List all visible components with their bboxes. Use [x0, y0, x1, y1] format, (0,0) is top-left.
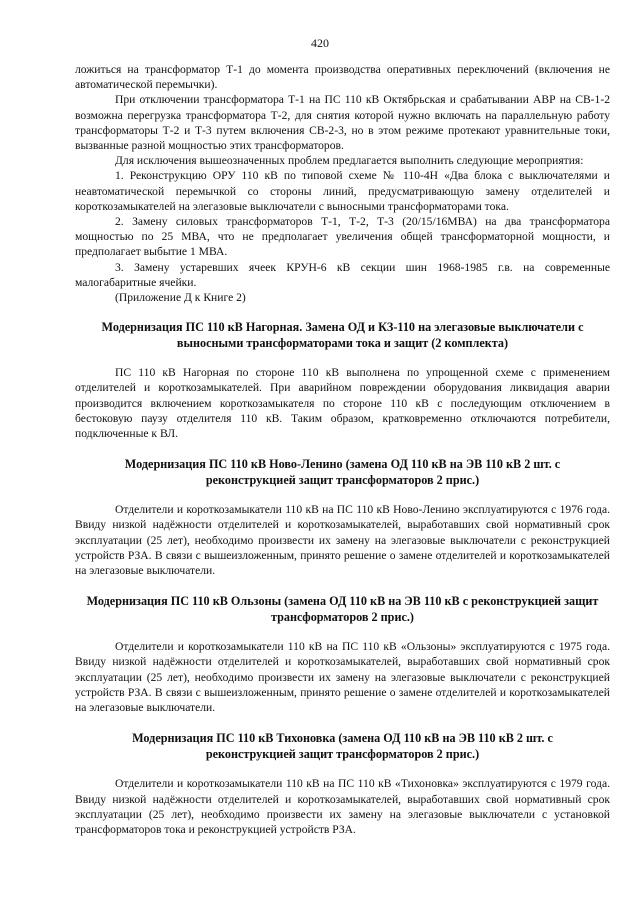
measure-item-1: 1. Реконструкцию ОРУ 110 кВ по типовой схеме № 110-4Н «Два блока с выключателями и неавтоматической перемычкой со стороны линий, предусматривающую замену отделителей и короткозамыкателей на элегазовые выключатели с выносными трансформаторами тока. — [75, 169, 610, 213]
intro-paragraph: ложиться на трансформатор Т-1 до момента производства оперативных переключений (включения не автоматической перемычки). — [75, 63, 610, 92]
measure-item-3: 3. Замену устаревших ячеек КРУН-6 кВ секции шин 1968-1985 г.в. на современные малогабаритные ячейки. — [75, 260, 610, 289]
intro-paragraph: При отключении трансформатора Т-1 на ПС 110 кВ Октябрьская и срабатывании АВР на СВ-1-2 возможна перегрузка трансформатора Т-2, для снятия которой нужно включать на параллельную работу трансформаторы Т-2 и Т-3 путем включения СВ-2-3, но в этом режиме протекают уравнительные токи, вызванные разной мощностью этих трансформаторов. — [75, 93, 610, 153]
section-heading: Модернизация ПС 110 кВ Ново-Ленино (замена ОД 110 кВ на ЭВ 110 кВ 2 шт. с реконструкцией защит трансформаторов 2 прис.) — [124, 457, 561, 488]
section-heading: Модернизация ПС 110 кВ Нагорная. Замена ОД и КЗ-110 на элегазовые выключатели с выносными трансформаторами тока и защит (2 комплекта) — [101, 320, 584, 351]
page-number: 420 — [311, 36, 329, 50]
measure-item-2: 2. Замену силовых трансформаторов Т-1, Т-2, Т-3 (20/15/16МВА) на два трансформатора мощностью по 25 МВА, что не предполагает увеличения общей трансформаторной мощности, и предполагает выбытие 1 МВА. — [75, 215, 610, 259]
section-heading: Модернизация ПС 110 кВ Тихоновка (замена ОД 110 кВ на ЭВ 110 кВ 2 шт. с реконструкцией защит трансформаторов 2 прис.) — [132, 731, 553, 762]
section-body: Отделители и короткозамыкатели 110 кВ на ПС 110 кВ «Ользоны» эксплуатируются с 1975 года. Ввиду низкой надёжности отделителей и короткозамыкателей, выработавших свой нормативный срок эксплуатации (25 лет), необходимо произвести их замену на элегазовые выключатели с реконструкцией устройств РЗА. В связи с вышеизложенным, принято решение о замене отделителей и короткозамыкателей на элегазовые выключатели. — [75, 640, 610, 715]
document-body — [75, 62, 610, 837]
section-body: ПС 110 кВ Нагорная по стороне 110 кВ выполнена по упрощенной схеме с применением отделителей и короткозамыкателей. При аварийном повреждении оборудования ликвидация аварии производится включением короткозамыкателя по стороне 110 кВ с последующим отключением в бестоковую паузу отделителя 110 кВ. Таким образом, кратковременно отключаются потребители, подключенные к ВЛ. — [75, 366, 610, 441]
section-body: Отделители и короткозамыкатели 110 кВ на ПС 110 кВ «Тихоновка» эксплуатируются с 1979 года. Ввиду низкой надёжности отделителей и короткозамыкателей, выработавших свой нормативный срок эксплуатации (25 лет), необходимо произвести их замену на элегазовые выключатели с установкой трансформаторов тока и реконструкцией устройств РЗА. — [75, 777, 610, 836]
section-heading: Модернизация ПС 110 кВ Ользоны (замена ОД 110 кВ на ЭВ 110 кВ с реконструкцией защит трансформаторов 2 прис.) — [86, 594, 599, 625]
section-body: Отделители и короткозамыкатели 110 кВ на ПС 110 кВ Ново-Ленино эксплуатируются с 1976 года. Ввиду низкой надёжности отделителей и короткозамыкателей, выработавших свой нормативный срок эксплуатации (25 лет), необходимо произвести их замену на элегазовые выключатели с реконструкцией устройств РЗА. В связи с вышеизложенным, принято решение о замене отделителей и короткозамыкателей на элегазовые выключатели. — [75, 503, 610, 578]
appendix-reference: (Приложение Д к Книге 2) — [115, 291, 246, 305]
intro-paragraph: Для исключения вышеозначенных проблем предлагается выполнить следующие мероприятия: — [115, 154, 584, 168]
